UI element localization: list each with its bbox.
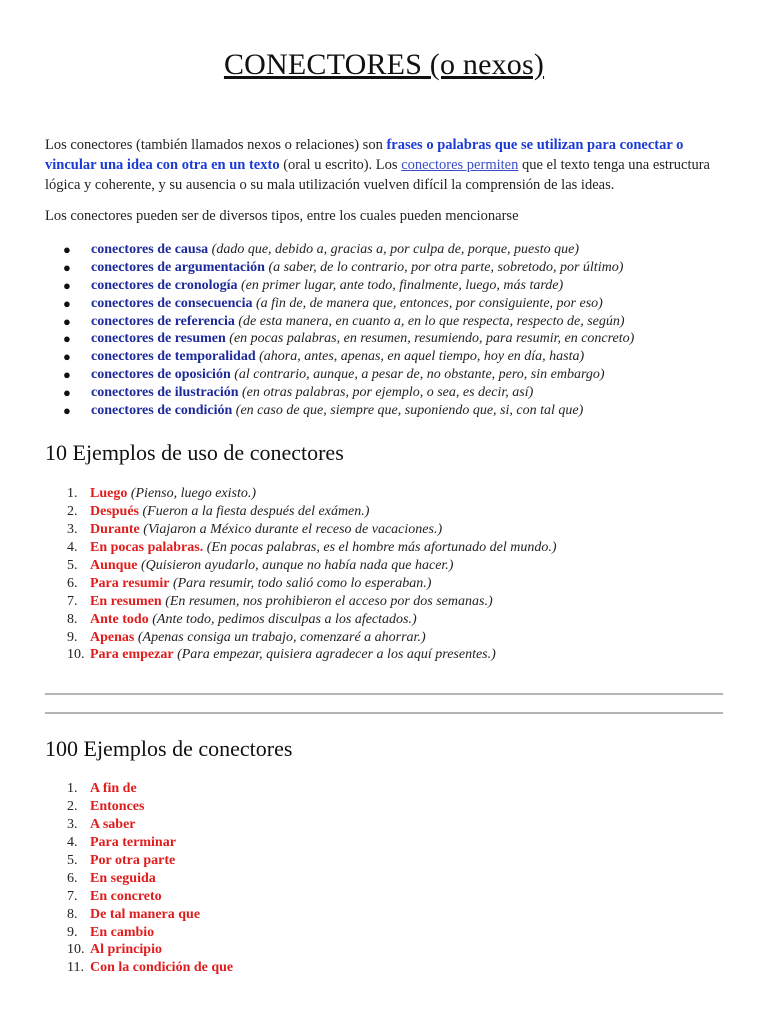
example-sentence: (En pocas palabras, es el hombre más afortunado del mundo.) [203, 539, 557, 555]
example-sentence: (Fueron a la fiesta después del exámen.) [139, 503, 370, 519]
intro-link[interactable]: conectores permiten [401, 157, 519, 173]
list-item [45, 941, 735, 959]
list-number: 8. [67, 906, 78, 922]
list-item [45, 852, 735, 870]
list-item [45, 593, 735, 611]
list-item [45, 295, 735, 313]
connector-term: A saber [90, 816, 136, 832]
intro-text-3: que el texto tenga una estructura lógica y coherente, y su ausencia o su mala utilización vuelven difícil la comprensión de las ideas. [45, 157, 710, 193]
list-item [45, 780, 735, 798]
connector-term: En pocas palabras. [90, 539, 204, 555]
list-item [45, 611, 735, 629]
connector-type-label: conectores de consecuencia [91, 295, 253, 311]
list-number: 1. [67, 486, 78, 501]
connector-type-label: conectores de condición [91, 403, 233, 419]
connector-term: Ante todo [90, 611, 149, 627]
list-item [45, 313, 735, 331]
list-item [45, 888, 735, 906]
list-number: 9. [67, 924, 78, 940]
connector-term: Apenas [90, 629, 135, 645]
connector-type-examples: (en caso de que, siempre que, suponiendo que, si, con tal que) [232, 403, 584, 419]
connector-term: Por otra parte [90, 852, 176, 868]
list-item [45, 575, 735, 593]
horizontal-rule [45, 693, 723, 695]
list-item [45, 629, 735, 647]
types-intro: Los conectores pueden ser de diversos tipos, entre los cuales pueden mencionarse [45, 208, 519, 224]
list-item [45, 870, 735, 888]
connector-term: En resumen [90, 593, 162, 609]
connector-type-label: conectores de cronología [91, 277, 238, 293]
list-item [45, 277, 735, 295]
section-title-10-examples: 10 Ejemplos de uso de conectores [45, 440, 344, 465]
connector-type-examples: (al contrario, aunque, a pesar de, no obstante, pero, sin embargo) [230, 367, 605, 383]
list-number: 1. [67, 781, 78, 796]
connector-type-label: conectores de temporalidad [91, 349, 256, 365]
list-number: 2. [67, 798, 78, 814]
list-item [45, 503, 735, 521]
bullet-icon: ● [63, 277, 71, 293]
list-item [45, 402, 735, 420]
connector-type-examples: (en pocas palabras, en resumen, resumiendo, para resumir, en concreto) [225, 331, 635, 347]
list-number: 2. [67, 503, 78, 519]
example-sentence: (Ante todo, pedimos disculpas a los afectados.) [148, 611, 417, 627]
bullet-icon: ● [63, 242, 71, 257]
connector-term: Para resumir [90, 575, 170, 591]
list-item [45, 959, 735, 977]
intro-text-1: Los conectores (también llamados nexos o relaciones) son [45, 137, 387, 153]
connector-type-examples: (a saber, de lo contrario, por otra parte, sobretodo, por último) [264, 259, 624, 275]
connector-term: Para terminar [90, 834, 176, 850]
hundred-examples-list [45, 780, 735, 977]
connector-term: Entonces [90, 798, 145, 814]
list-number: 9. [67, 629, 78, 645]
connector-term: Aunque [90, 557, 138, 573]
example-sentence: (Apenas consiga un trabajo, comenzaré a ahorrar.) [134, 629, 426, 645]
connector-type-label: conectores de referencia [91, 313, 235, 329]
connector-type-examples: (dado que, debido a, gracias a, por culpa de, porque, puesto que) [208, 242, 579, 257]
list-number: 6. [67, 870, 78, 886]
connector-term: Con la condición de que [90, 960, 234, 976]
example-sentence: (Pienso, luego existo.) [127, 486, 257, 501]
example-sentence: (Quisieron ayudarlo, aunque no había nada que hacer.) [137, 557, 454, 573]
connector-type-examples: (en primer lugar, ante todo, finalmente, luego, más tarde) [237, 277, 564, 293]
list-number: 10. [67, 942, 85, 958]
page-title: CONECTORES (o nexos) [223, 48, 545, 81]
list-number: 7. [67, 888, 78, 904]
connector-type-examples: (de esta manera, en cuanto a, en lo que respecta, respecto de, según) [234, 313, 625, 329]
connector-type-label: conectores de oposición [91, 367, 231, 383]
connector-type-label: conectores de resumen [91, 331, 226, 347]
bullet-icon: ● [63, 403, 71, 419]
intro-text-2: (oral u escrito). Los [279, 157, 402, 173]
list-number: 3. [67, 521, 78, 537]
list-item [45, 330, 735, 348]
section-title-100-examples: 100 Ejemplos de conectores [45, 736, 293, 761]
list-item [45, 259, 735, 277]
connector-type-examples: (en otras palabras, por ejemplo, o sea, es decir, así) [238, 385, 534, 401]
list-item [45, 384, 735, 402]
example-sentence: (Para resumir, todo salió como lo esperaban.) [169, 575, 432, 591]
connector-term: A fin de [90, 781, 137, 796]
bullet-icon: ● [63, 259, 71, 275]
connector-types-list [45, 241, 735, 420]
bullet-icon: ● [63, 313, 71, 329]
list-item [45, 906, 735, 924]
list-item [45, 798, 735, 816]
list-item [45, 241, 735, 259]
list-item [45, 485, 735, 503]
list-number: 5. [67, 852, 78, 868]
list-number: 3. [67, 816, 78, 832]
list-item [45, 557, 735, 575]
ten-examples-list [45, 485, 735, 664]
list-item [45, 366, 735, 384]
bullet-icon: ● [63, 385, 71, 401]
bullet-icon: ● [63, 367, 71, 383]
connector-type-label: conectores de argumentación [91, 259, 265, 275]
list-number: 8. [67, 611, 78, 627]
list-item [45, 924, 735, 942]
connector-type-label: conectores de causa [91, 242, 209, 257]
connector-type-examples: (ahora, antes, apenas, en aquel tiempo, hoy en día, hasta) [255, 349, 585, 365]
list-number: 7. [67, 593, 78, 609]
list-number: 4. [67, 834, 78, 850]
connector-term: Para empezar [90, 647, 174, 663]
horizontal-rule [45, 712, 723, 714]
connector-term: Durante [90, 521, 140, 537]
connector-term: Luego [90, 486, 128, 501]
connector-type-label: conectores de ilustración [91, 385, 239, 401]
connector-term: Al principio [90, 942, 162, 958]
connector-term: En cambio [90, 924, 155, 940]
list-number: 10. [67, 647, 85, 663]
connector-term: Después [90, 503, 140, 519]
list-item [45, 646, 735, 664]
list-item [45, 539, 735, 557]
bullet-icon: ● [63, 295, 71, 311]
bullet-icon: ● [63, 331, 71, 347]
list-item [45, 521, 735, 539]
example-sentence: (Para empezar, quisiera agradecer a los aquí presentes.) [173, 647, 496, 663]
list-item [45, 348, 735, 366]
list-item [45, 834, 735, 852]
example-sentence: (En resumen, nos prohibieron el acceso por dos semanas.) [161, 593, 493, 609]
connector-type-examples: (a fin de, de manera que, entonces, por consiguiente, por eso) [252, 295, 603, 311]
list-number: 4. [67, 539, 78, 555]
list-item [45, 816, 735, 834]
bullet-icon: ● [63, 349, 71, 365]
list-number: 11. [67, 960, 84, 976]
list-number: 6. [67, 575, 78, 591]
list-number: 5. [67, 557, 78, 573]
intro-definition: frases o palabras que se utilizan para conectar o vincular una idea con otra en un texto [45, 137, 684, 173]
connector-term: De tal manera que [90, 906, 201, 922]
intro-paragraph [45, 135, 725, 195]
connector-term: En concreto [90, 888, 162, 904]
example-sentence: (Viajaron a México durante el receso de vacaciones.) [139, 521, 443, 537]
connector-term: En seguida [90, 870, 156, 886]
